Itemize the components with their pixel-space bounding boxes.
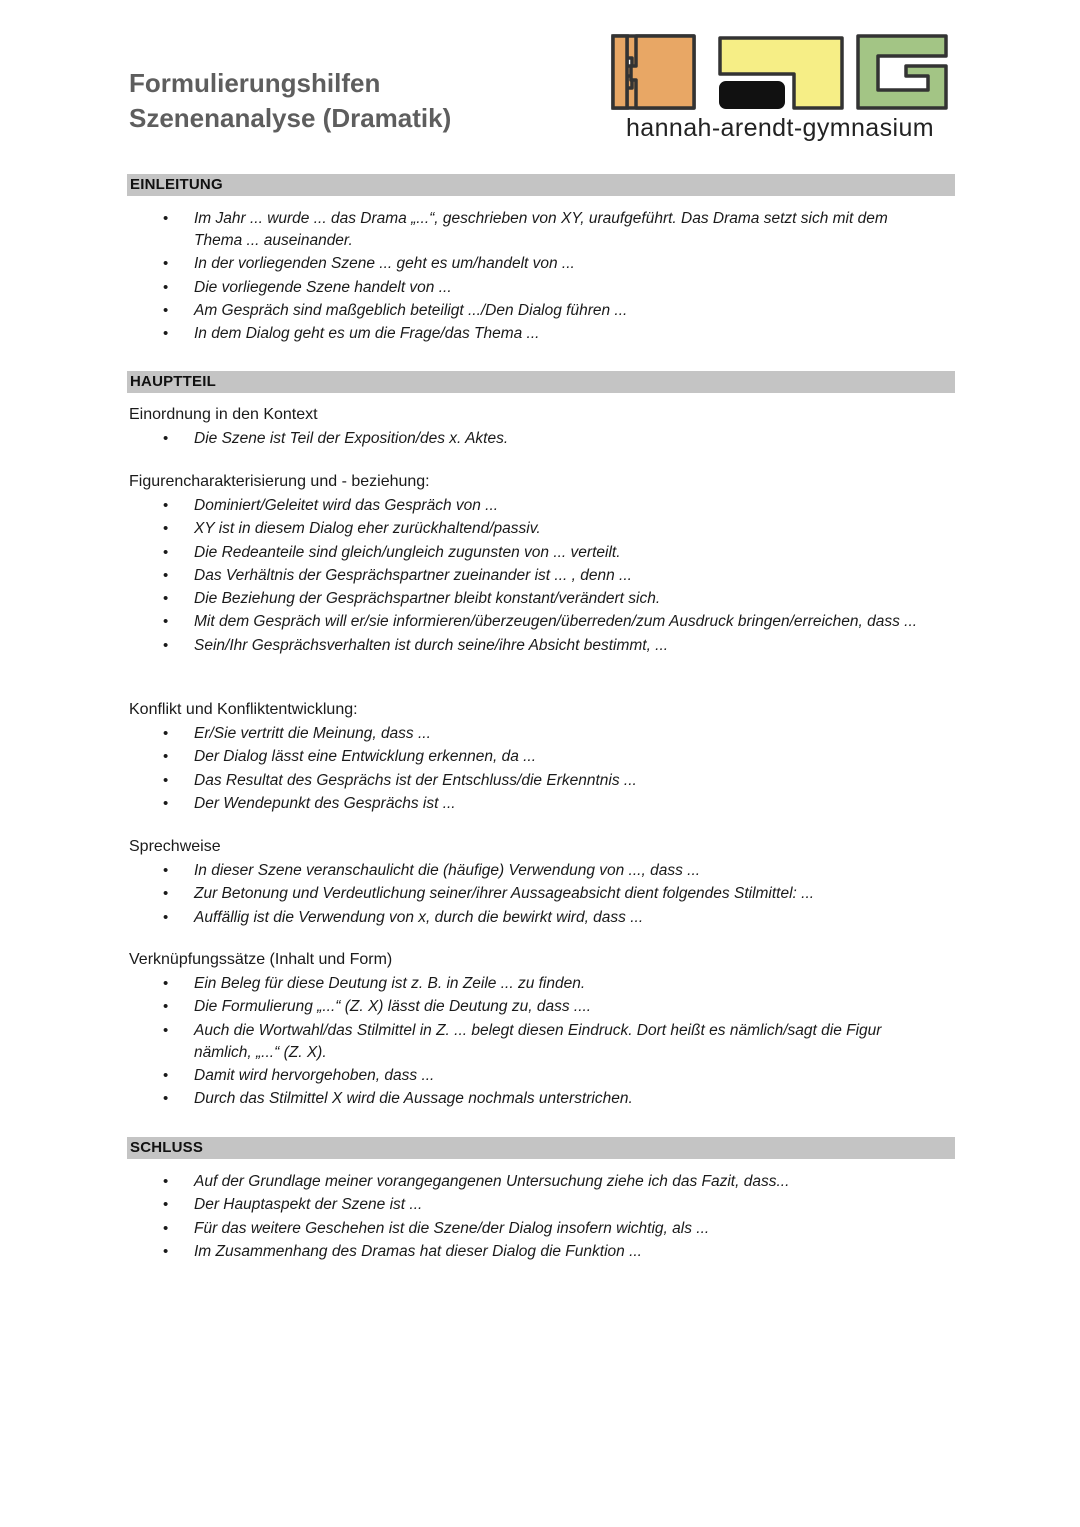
subheading-sprechweise: Sprechweise bbox=[129, 838, 221, 855]
list-item-text: Die Redeanteile sind gleich/ungleich zugunsten von ... verteilt. bbox=[194, 543, 621, 561]
list-item-text: Zur Betonung und Verdeutlichung seiner/ihrer Aussageabsicht dient folgendes Stilmittel: ... bbox=[194, 885, 815, 903]
list-item bbox=[0, 277, 939, 299]
list-item bbox=[0, 723, 939, 745]
section-title: SCHLUSS bbox=[130, 1139, 204, 1156]
bullet-icon: • bbox=[163, 590, 169, 608]
list-item-text: Im Zusammenhang des Dramas hat dieser Dialog die Funktion ... bbox=[194, 1242, 642, 1260]
bullet-icon: • bbox=[163, 613, 169, 631]
bullet-icon: • bbox=[163, 255, 169, 273]
subheading-kontext: Einordnung in den Kontext bbox=[129, 406, 318, 423]
list-item bbox=[0, 996, 939, 1018]
list-item bbox=[0, 565, 939, 587]
list-item-text: Ein Beleg für diese Deutung ist z. B. in Zeile ... zu finden. bbox=[194, 975, 586, 992]
bullet-icon: • bbox=[163, 748, 169, 766]
list-item bbox=[0, 793, 939, 815]
bullet-icon: • bbox=[163, 325, 169, 343]
bullet-icon: • bbox=[163, 1021, 169, 1039]
list-item bbox=[0, 542, 939, 564]
list-item bbox=[0, 1171, 939, 1193]
bullet-icon: • bbox=[163, 430, 169, 447]
list-item-text: Mit dem Gespräch will er/sie informieren/überzeugen/überreden/zum Ausdruck bringen/erreichen, dass ... bbox=[194, 613, 918, 631]
list-item-text: Das Resultat des Gesprächs ist der Entschluss/die Erkenntnis ... bbox=[194, 771, 637, 789]
list-item-text: Die Beziehung der Gesprächspartner bleibt konstant/verändert sich. bbox=[194, 590, 661, 608]
list-item-text: Für das weitere Geschehen ist die Szene/der Dialog insofern wichtig, als ... bbox=[194, 1219, 710, 1237]
bullet-icon: • bbox=[163, 1219, 169, 1237]
list-item-text: XY ist in diesem Dialog eher zurückhaltend/passiv. bbox=[194, 520, 541, 538]
bullet-icon: • bbox=[163, 1196, 169, 1214]
section-title: HAUPTTEIL bbox=[130, 373, 216, 390]
bullet-icon: • bbox=[163, 1242, 169, 1260]
list-item bbox=[0, 1088, 939, 1110]
list-item-text: Auffällig ist die Verwendung von x, durch die bewirkt wird, dass ... bbox=[194, 908, 644, 926]
bullet-icon: • bbox=[163, 301, 169, 319]
list-item bbox=[0, 1065, 939, 1087]
bullet-icon: • bbox=[163, 1066, 169, 1084]
list-item-text: In der vorliegenden Szene ... geht es um/handelt von ... bbox=[194, 255, 575, 273]
list-item bbox=[0, 973, 939, 995]
bullet-icon: • bbox=[163, 520, 169, 538]
list-item bbox=[0, 1020, 939, 1064]
title-line-1: Formulierungshilfen bbox=[129, 68, 381, 98]
bullet-icon: • bbox=[163, 885, 169, 903]
bullet-icon: • bbox=[163, 975, 169, 992]
list-item bbox=[0, 883, 939, 905]
title-line-2: Szenenanalyse (Dramatik) bbox=[129, 103, 452, 133]
list-item-text: Das Verhältnis der Gesprächspartner zueinander ist ... , denn ... bbox=[194, 566, 632, 584]
section-header-einleitung bbox=[127, 174, 955, 196]
list-item-text: Am Gespräch sind maßgeblich beteiligt .../Den Dialog führen ... bbox=[194, 301, 628, 319]
bullet-icon: • bbox=[163, 908, 169, 926]
bullet-icon: • bbox=[163, 1173, 169, 1190]
list-item bbox=[0, 1241, 939, 1263]
section-title: EINLEITUNG bbox=[130, 176, 223, 193]
list-item-text: Er/Sie vertritt die Meinung, dass ... bbox=[194, 725, 431, 742]
page-title bbox=[129, 66, 451, 136]
bullet-icon: • bbox=[163, 794, 169, 812]
list-item-text: In dem Dialog geht es um die Frage/das Thema ... bbox=[194, 325, 540, 343]
school-logo bbox=[610, 32, 950, 147]
subheading-figuren: Figurencharakterisierung und - beziehung: bbox=[129, 473, 430, 490]
list-konflikt bbox=[0, 723, 1080, 816]
list-einleitung bbox=[0, 208, 1080, 346]
list-item-text: Die Formulierung „...“ (Z. X) lässt die Deutung zu, dass .... bbox=[194, 998, 592, 1016]
bullet-icon: • bbox=[163, 566, 169, 584]
bullet-icon: • bbox=[163, 278, 169, 296]
list-item bbox=[0, 495, 939, 517]
list-item bbox=[0, 611, 939, 633]
list-item-text: Die vorliegende Szene handelt von ... bbox=[194, 278, 452, 296]
section-header-schluss bbox=[127, 1137, 955, 1159]
list-item bbox=[0, 253, 939, 275]
list-item-text: Damit wird hervorgehoben, dass ... bbox=[194, 1066, 435, 1084]
list-item bbox=[0, 1194, 939, 1216]
bullet-icon: • bbox=[163, 725, 169, 742]
list-item-text: Dominiert/Geleitet wird das Gespräch von ... bbox=[194, 497, 499, 514]
list-item bbox=[0, 1218, 939, 1240]
list-item-text: Auf der Grundlage meiner vorangegangenen Untersuchung ziehe ich das Fazit, dass... bbox=[194, 1173, 790, 1190]
list-item-text: Sein/Ihr Gesprächsverhalten ist durch seine/ihre Absicht bestimmt, ... bbox=[194, 636, 669, 654]
subheading-konflikt: Konflikt und Konfliktentwicklung: bbox=[129, 701, 358, 718]
list-item bbox=[0, 518, 939, 540]
list-kontext bbox=[0, 428, 1080, 451]
hag-logo-icon bbox=[610, 32, 950, 114]
subheading-verknuepfung: Verknüpfungssätze (Inhalt und Form) bbox=[129, 951, 393, 968]
bullet-icon: • bbox=[163, 497, 169, 514]
list-item bbox=[0, 300, 939, 322]
list-item bbox=[0, 860, 939, 882]
list-item bbox=[0, 746, 939, 768]
list-item-text: Der Wendepunkt des Gesprächs ist ... bbox=[194, 794, 456, 812]
bullet-icon: • bbox=[163, 771, 169, 789]
bullet-icon: • bbox=[163, 998, 169, 1016]
list-sprechweise bbox=[0, 860, 1080, 930]
list-item-text: Durch das Stilmittel X wird die Aussage nochmals unterstrichen. bbox=[194, 1090, 633, 1108]
bullet-icon: • bbox=[163, 636, 169, 654]
list-item-text: Im Jahr ... wurde ... das Drama „...“, geschrieben von XY, uraufgeführt. Das Drama setzt sich mit dem Thema ... auseinander. bbox=[194, 210, 888, 249]
list-schluss bbox=[0, 1171, 1080, 1264]
list-item-text: Der Hauptaspekt der Szene ist ... bbox=[194, 1196, 423, 1214]
bullet-icon: • bbox=[163, 862, 169, 879]
list-item bbox=[0, 323, 939, 345]
bullet-icon: • bbox=[163, 543, 169, 561]
list-item-text: Die Szene ist Teil der Exposition/des x. Aktes. bbox=[194, 430, 509, 447]
logo-text: hannah-arendt-gymnasium bbox=[626, 114, 934, 142]
list-verknuepfung bbox=[0, 973, 1080, 1111]
list-item bbox=[0, 208, 939, 252]
list-item-text: Auch die Wortwahl/das Stilmittel in Z. ... belegt diesen Eindruck. Dort heißt es nämlich/sagt die Figur nämlich, „...“ (Z. X). bbox=[194, 1021, 882, 1061]
list-item-text: Der Dialog lässt eine Entwicklung erkennen, da ... bbox=[194, 748, 537, 766]
bullet-icon: • bbox=[163, 210, 169, 227]
list-item-text: In dieser Szene veranschaulicht die (häufige) Verwendung von ..., dass ... bbox=[194, 862, 701, 879]
list-figuren bbox=[0, 495, 1080, 658]
bullet-icon: • bbox=[163, 1090, 169, 1108]
list-item bbox=[0, 770, 939, 792]
list-item bbox=[0, 635, 939, 657]
list-item bbox=[0, 907, 939, 929]
list-item bbox=[0, 588, 939, 610]
section-header-hauptteil bbox=[127, 371, 955, 393]
list-item bbox=[0, 428, 939, 450]
